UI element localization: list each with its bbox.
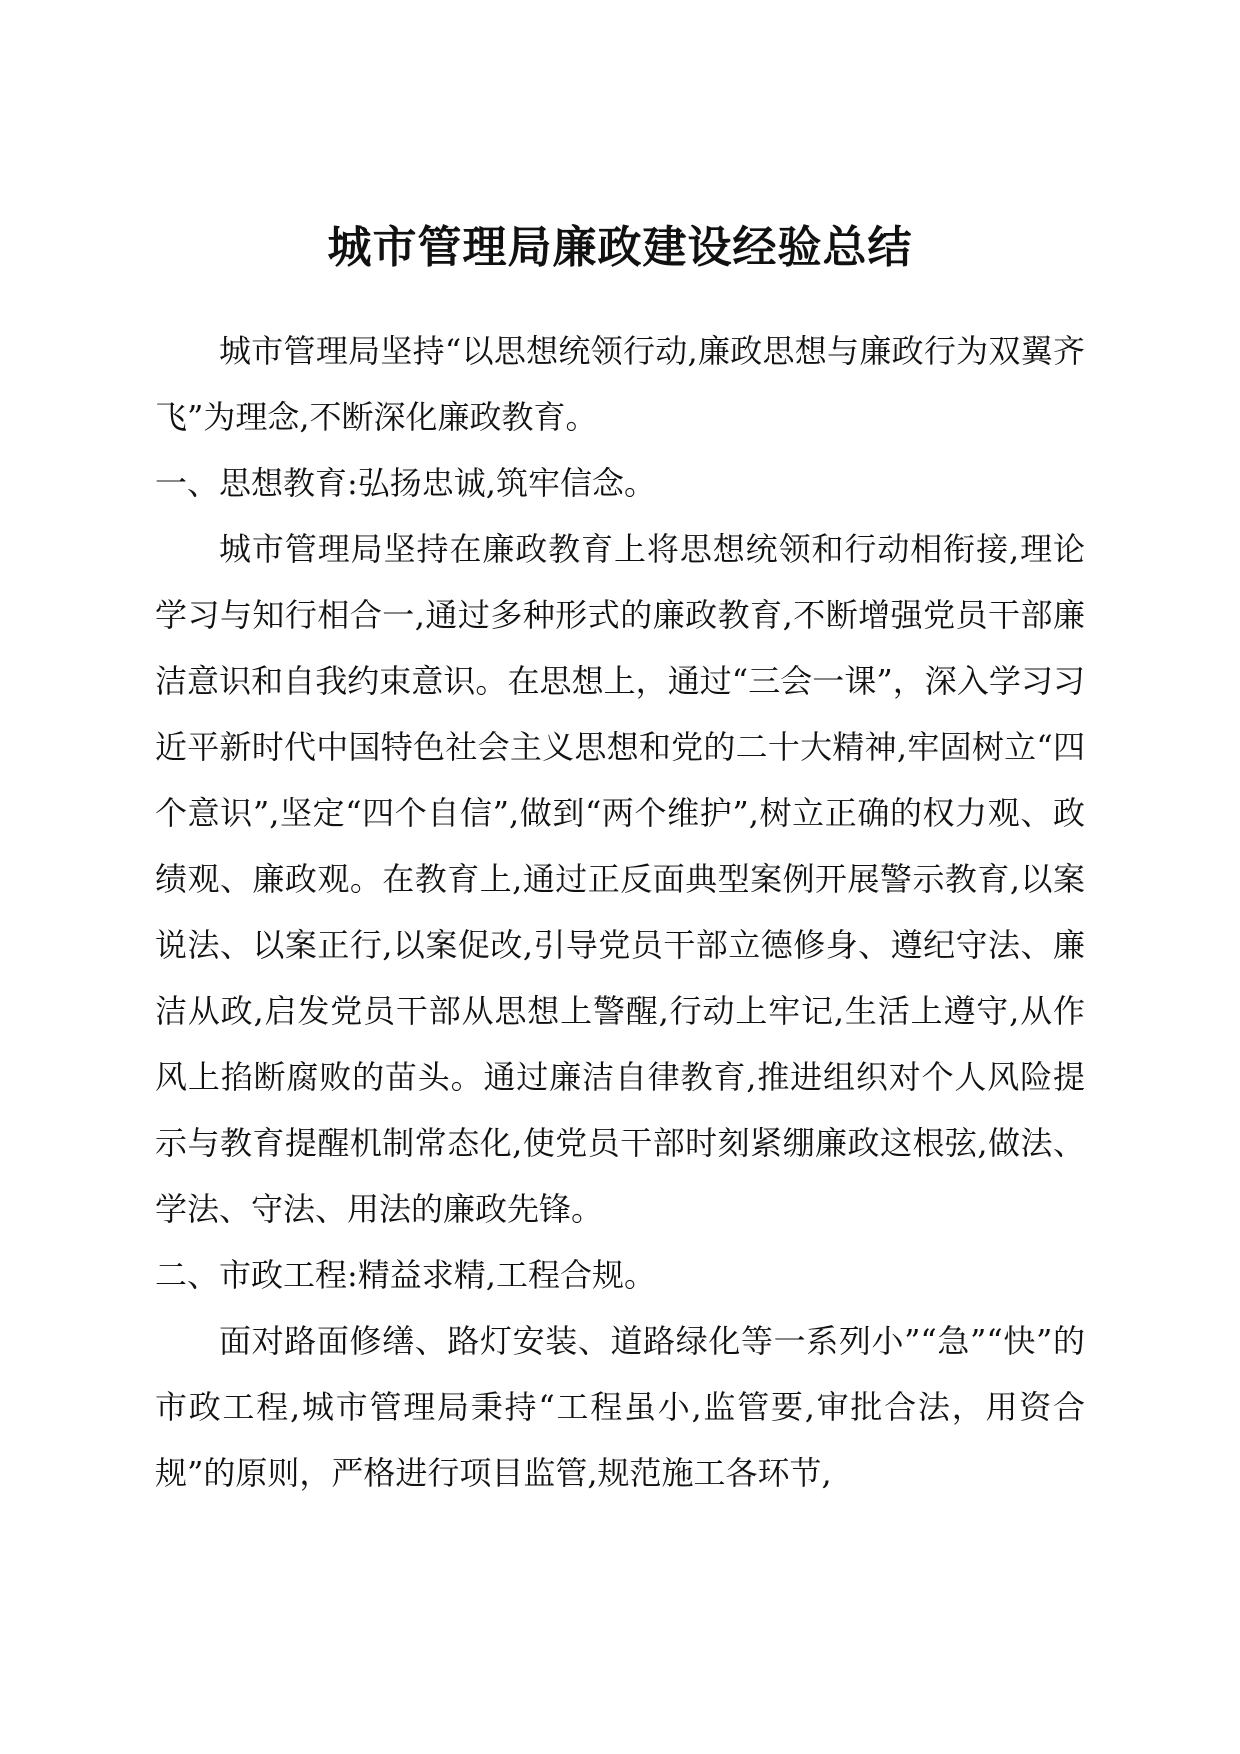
section-1-paragraph: 城市管理局坚持在廉政教育上将思想统领和行动相衔接,理论学习与知行相合一,通过多种形式的廉政教育,不断增强党员干部廉洁意识和自我约束意识。在思想上，通过“三会一课”，深入学习习近平新时代中国特色社会主义思想和党的二十大精神,牢固树立“四个意识”,坚定“四个自信”,做到“两个维护”,树立正确的权力观、政绩观、廉政观。在教育上,通过正反面典型案例开展警示教育,以案说法、以案正行,以案促改,引导党员干部立德修身、遵纪守法、廉洁从政,启发党员干部从思想上警醒,行动上牢记,生活上遵守,从作风上掐断腐败的苗头。通过廉洁自律教育,推进组织对个人风险提示与教育提醒机制常态化,使党员干部时刻紧绷廉政这根弦,做法、学法、守法、用法的廉政先锋。	[155, 530, 1085, 1228]
section-1-heading: 一、思想教育:弘扬忠诚,筑牢信念。	[155, 464, 656, 502]
section-2-heading: 二、市政工程:精益求精,工程合规。	[155, 1256, 656, 1294]
document-body	[155, 318, 1085, 1506]
document-title: 城市管理局廉政建设经验总结	[327, 222, 913, 273]
section-2-paragraph: 面对路面修缮、路灯安装、道路绿化等一系列小”“急”“快”的市政工程,城市管理局秉持“工程虽小,监管要,审批合法，用资合规”的原则，严格进行项目监管,规范施工各环节,	[155, 1322, 1085, 1492]
intro-paragraph: 城市管理局坚持“以思想统领行动,廉政思想与廉政行为双翼齐飞”为理念,不断深化廉政教育。	[155, 332, 1085, 436]
